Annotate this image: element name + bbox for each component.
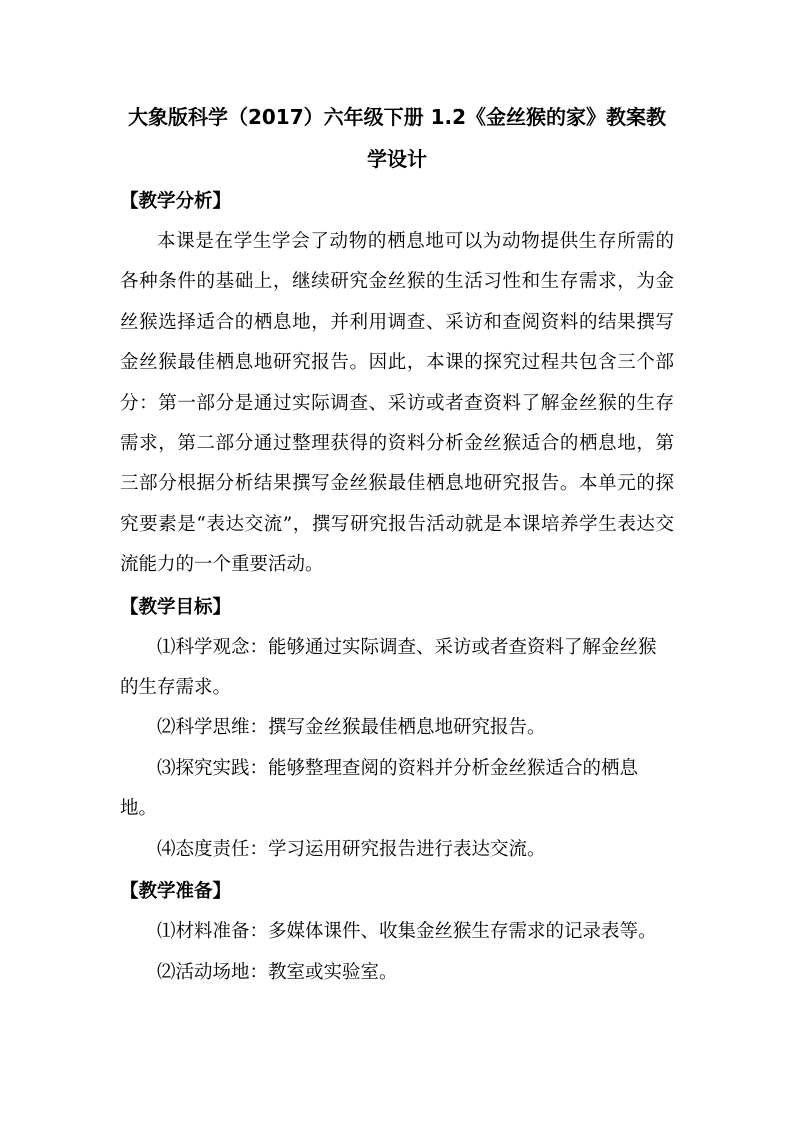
document-title: 大象版科学（2017）六年级下册 1.2《金丝猴的家》教案教学设计 (127, 105, 667, 171)
analysis-paragraph: 本课是在学生学会了动物的栖息地可以为动物提供生存所需的各种条件的基础上，继续研究金丝猴的生活习性和生存需求，为金丝猴选择适合的栖息地，并利用调查、采访和查阅资料的结果撰写金丝猴最佳栖息地研究报告。因此，本课的探究过程共包含三个部分：第一部分是通过实际调查、采访或者查资料了解金丝猴的生存需求，第二部分通过整理获得的资料分析金丝猴适合的栖息地，第三部分根据分析结果撰写金丝猴最佳栖息地研究报告。本单元的探究要素是“表达交流”，撰写研究报告活动就是本课培养学生表达交流能力的一个重要活动。 (120, 231, 674, 576)
objective-item: ⑴科学观念：能够通过实际调查、采访或者查资料了解金丝猴的生存需求。 (120, 636, 657, 699)
section-heading: 【教学分析】 (120, 191, 232, 212)
objective-item: ⑷态度责任：学习运用研究报告进行表达交流。 (157, 838, 546, 860)
section-teaching-preparation (120, 872, 674, 993)
preparation-item: ⑵活动场地：教室或实验室。 (157, 961, 398, 983)
section-teaching-objectives (120, 588, 674, 870)
objective-item: ⑵科学思维：撰写金丝猴最佳栖息地研究报告。 (157, 717, 546, 739)
preparation-item: ⑴材料准备：多媒体课件、收集金丝猴生存需求的记录表等。 (157, 921, 657, 943)
section-heading: 【教学目标】 (120, 596, 232, 618)
objective-item: ⑶探究实践：能够整理查阅的资料并分析金丝猴适合的栖息地。 (120, 757, 639, 820)
section-heading: 【教学准备】 (120, 881, 232, 903)
section-teaching-analysis (120, 182, 674, 586)
